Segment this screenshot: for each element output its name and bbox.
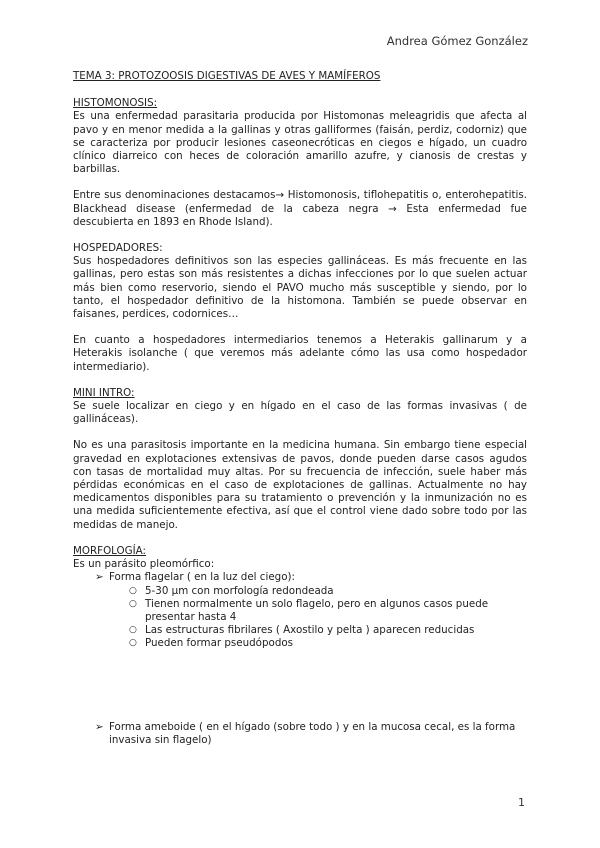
hospedadores-paragraph-1: Sus hospedadores definitivos son las especies gallináceas. Es más frecuente en las gallinas, pero estas son más resistentes a dichas infecciones por lo que suelen actuar más bien como reservorio, siendo el PAVO mucho más susceptible y siendo, por lo tanto, el hospedador definitivo de la histomona. También se puede observar en faisanes, perdices, codornices… xyxy=(73,255,527,321)
histomonosis-heading: HISTOMONOSIS: xyxy=(73,97,158,110)
list-item-text: 5-30 µm con morfología redondeada xyxy=(145,584,334,597)
circle-bullet-icon: ○ xyxy=(129,638,137,649)
list-item-ameboide xyxy=(95,721,527,747)
list-item-text: Pueden formar pseudópodos xyxy=(145,637,294,650)
ameboide-text: Forma ameboide ( en el hígado (sobre todo ) y en la mucosa cecal, es la forma invasiva sin flagelo) xyxy=(109,720,516,746)
section-mini-intro xyxy=(73,387,527,532)
document-body xyxy=(73,70,527,747)
hospedadores-heading: HOSPEDADORES: xyxy=(73,242,163,255)
mini-intro-paragraph-2: No es una parasitosis importante en la medicina humana. Sin embargo tiene especial gravedad en explotaciones extensivas de pavos, donde pueden darse casos agudos con tasas de mortalidad muy altas. Por su frecuencia de infección, suele haber más pérdidas económicas en el caso de explotaciones de gallinas. Actualmente no hay medicamentos disponibles para su tratamiento o prevención y la inmunización no es una medida suficientemente efectiva, así que el control viene dado sobre todo por las medidas de manejo. xyxy=(73,439,527,531)
list-item xyxy=(129,585,527,598)
page-number: 1 xyxy=(518,796,525,809)
arrow-bullet-icon: ➢ xyxy=(95,720,104,733)
list-item xyxy=(129,598,527,624)
histomonosis-paragraph-2: Entre sus denominaciones destacamos→ Histomonosis, tiflohepatitis o, enterohepatitis. Blackhead disease (enfermedad de la cabeza negra → Esta enfermedad fue descubierta en 1893 en Rhode Island). xyxy=(73,189,527,228)
list-item xyxy=(129,637,527,650)
list-item-text: Tienen normalmente un solo flagelo, pero en algunos casos puede presentar hasta 4 xyxy=(145,597,489,623)
morfologia-intro: Es un parásito pleomórfico: xyxy=(73,558,215,571)
histomonosis-paragraph-1: Es una enfermedad parasitaria producida por Histomonas meleagridis que afecta al pavo y en menor medida a la gallinas y otras galliformes (faisán, perdiz, codorniz) que se caracteriza por producir lesiones caseonecróticas en ciegos e hígado, un cuadro clínico diarreico con heces de coloración amarillo azufre, y cianosis de crestas y barbillas. xyxy=(73,110,527,176)
forms-list xyxy=(73,571,527,650)
flagelar-sublist xyxy=(109,585,527,651)
blank-space xyxy=(73,651,527,721)
page-title: TEMA 3: PROTOZOOSIS DIGESTIVAS DE AVES Y MAMÍFEROS xyxy=(73,70,381,82)
section-histomonosis xyxy=(73,97,527,229)
section-morfologia xyxy=(73,545,527,747)
hospedadores-paragraph-2: En cuanto a hospedadores intermediarios tenemos a Heterakis gallinarum y a Heterakis isolanche ( que veremos más adelante cómo las usa como hospedador intermediario). xyxy=(73,334,527,373)
forms-list-continued xyxy=(73,721,527,747)
list-item-flagelar xyxy=(95,571,527,650)
list-item-text: Las estructuras fibrilares ( Axostilo y pelta ) aparecen reducidas xyxy=(145,624,475,637)
circle-bullet-icon: ○ xyxy=(129,585,137,596)
circle-bullet-icon: ○ xyxy=(129,598,137,609)
author-name: Andrea Gómez González xyxy=(386,34,528,48)
list-item xyxy=(129,624,527,637)
section-hospedadores xyxy=(73,242,527,374)
mini-intro-heading: MINI INTRO: xyxy=(73,386,135,399)
morfologia-heading: MORFOLOGÍA: xyxy=(73,544,146,557)
flagelar-label: Forma flagelar ( en la luz del ciego): xyxy=(109,571,295,584)
circle-bullet-icon: ○ xyxy=(129,625,137,636)
mini-intro-paragraph-1: Se suele localizar en ciego y en hígado en el caso de las formas invasivas ( de gallináceas). xyxy=(73,400,527,426)
arrow-bullet-icon: ➢ xyxy=(95,571,104,584)
